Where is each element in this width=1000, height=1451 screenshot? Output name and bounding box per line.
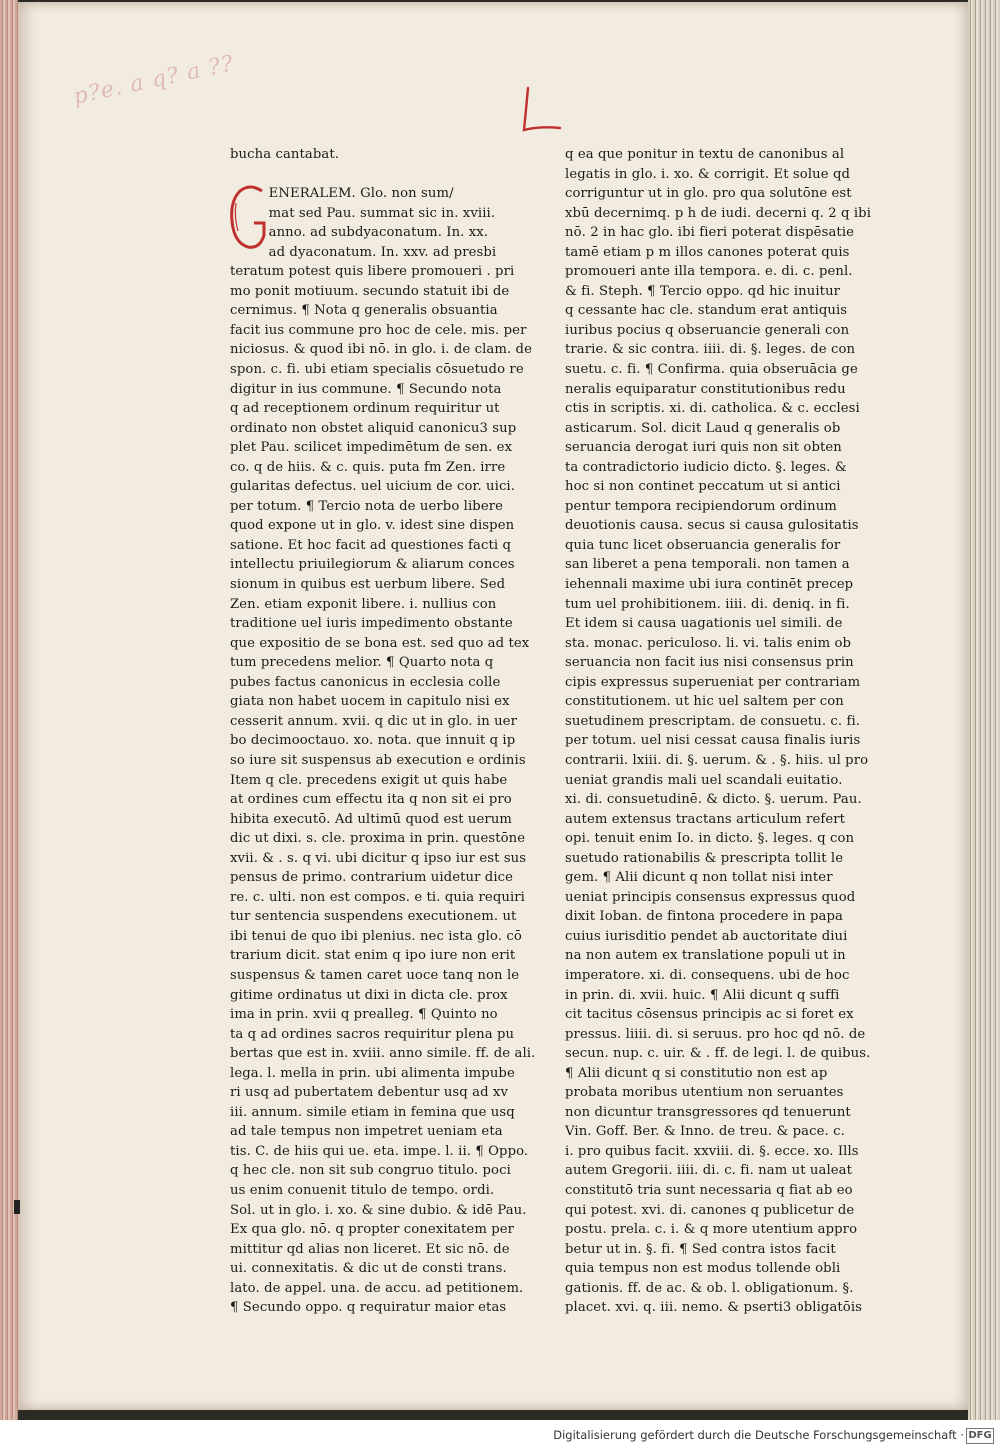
text-line: ima in prin. xvii q prealleg. ¶ Quinto no	[230, 1007, 498, 1023]
text-line: us enim conuenit titulo de tempo. ordi.	[230, 1182, 495, 1198]
page-edges-right	[968, 0, 1000, 1420]
dfg-logo-icon: DFG	[966, 1428, 994, 1444]
text-line: opi. tenuit enim Io. in dicto. §. leges. q con	[565, 831, 855, 847]
text-line: seruancia derogat iuri quis non sit obten	[565, 440, 842, 456]
text-line: ¶ Secundo oppo. q requiratur maior etas	[230, 1300, 507, 1316]
text-line: Vin. Goff. Ber. & Inno. de treu. & pace. c.	[565, 1124, 845, 1140]
text-line: cesserit annum. xvii. q dic ut in glo. in uer	[230, 713, 517, 729]
text-line: bo decimooctauo. xo. nota. que innuit q ip	[230, 733, 516, 749]
text-line: iuribus pocius q obseruancie generali con	[565, 322, 850, 338]
text-line: iehennali maxime ubi iura continēt precep	[565, 577, 854, 593]
text-line: spon. c. fi. ubi etiam specialis cōsuetudo re	[230, 362, 524, 378]
text-line: dic ut dixi. s. cle. proxima in prin. questōne	[230, 831, 526, 847]
text-line: suetudinem prescriptam. de consuetu. c. fi.	[565, 713, 861, 729]
text-line: neralis equiparatur constitutionibus redu	[565, 381, 846, 397]
text-line: ¶ Alii dicunt q si constitutio non est ap	[565, 1065, 828, 1081]
text-line: ad dyaconatum. In. xxv. ad presbi	[230, 244, 497, 260]
text-line: imperatore. xi. di. consequens. ubi de hoc	[565, 967, 850, 983]
text-line: xbū decernimq. p h de iudi. decerni q. 2 q ibi	[565, 205, 872, 221]
text-line: pressus. liiii. di. si seruus. pro hoc qd nō. de	[565, 1026, 866, 1042]
rubric-signature-mark	[510, 80, 570, 140]
text-line: lega. l. mella in prin. ubi alimenta impube	[230, 1065, 515, 1081]
text-line: Sol. ut in glo. i. xo. & sine dubio. & idē Pau.	[230, 1202, 527, 1218]
text-line: iii. annum. simile etiam in femina que usq	[230, 1104, 515, 1120]
text-line: sta. monac. periculoso. li. vi. talis enim ob	[565, 635, 852, 651]
text-line: anno. ad subdyaconatum. In. xx.	[230, 225, 489, 241]
text-line: constitutionem. ut hic uel saltem per con	[565, 694, 844, 710]
text-line: quia tunc licet obseruancia generalis for	[565, 537, 841, 553]
text-line: pentur tempora recipiendorum ordinum	[565, 498, 837, 514]
text-line: ri usq ad pubertatem debentur usq ad xv	[230, 1085, 509, 1101]
text-line: pensus de primo. contrarium uidetur dice	[230, 870, 514, 886]
text-line: ta contradictorio iudicio dicto. §. leges. &	[565, 459, 847, 475]
footer-bar	[0, 1420, 1000, 1451]
text-line: san liberet a pena temporali. non tamen a	[565, 557, 850, 573]
text-line: que expositio de se bona est. sed quo ad tex	[230, 635, 530, 651]
text-column-right	[565, 145, 872, 1318]
text-line: co. q de hiis. & c. quis. puta fm Zen. irre	[230, 459, 506, 475]
text-line: cit tacitus cōsensus principis ac si foret ex	[565, 1007, 854, 1023]
text-line: Ex qua glo. nō. q propter conexitatem per	[230, 1222, 515, 1238]
text-line: intellectu priuilegiorum & aliarum conces	[230, 557, 515, 573]
text-line: quod expone ut in glo. v. idest sine dispen	[230, 518, 515, 534]
text-line: seruancia non facit ius nisi consensus prin	[565, 655, 854, 671]
text-line: plet Pau. scilicet impedimētum de sen. ex	[230, 440, 513, 456]
text-line: contrarii. lxiii. di. §. uerum. & . §. hiis. ul pro	[565, 752, 869, 768]
text-line: q ad receptionem ordinum requiritur ut	[230, 401, 500, 417]
text-line: re. c. ulti. non est compos. e ti. quia requiri	[230, 889, 526, 905]
text-line: in prin. di. xvii. huic. ¶ Alii dicunt q suffi	[565, 987, 840, 1003]
text-line: probata moribus utentium non seruantes	[565, 1085, 844, 1101]
text-line: ueniat grandis mali uel scandali euitatio.	[565, 772, 843, 788]
text-line: ad tale tempus non impetret ueniam eta	[230, 1124, 503, 1140]
text-line: cuius iurisditio pendet ab auctoritate diui	[565, 928, 848, 944]
text-line: gationis. ff. de ac. & ob. l. obligationum. §.	[565, 1280, 854, 1296]
text-line: pubes factus canonicus in ecclesia colle	[230, 674, 501, 690]
text-line: gitime ordinatus ut dixi in dicta cle. prox	[230, 987, 508, 1003]
text-line: satione. Et hoc facit ad questiones facti q	[230, 537, 512, 553]
text-line: tis. C. de hiis qui ue. eta. impe. l. ii. ¶ Oppo.	[230, 1143, 529, 1159]
text-line: corriguntur ut in glo. pro qua solutōne est	[565, 186, 852, 202]
text-line: lato. de appel. una. de accu. ad petitionem.	[230, 1280, 524, 1296]
text-line: at ordines cum effectu ita q non sit ei pro	[230, 792, 512, 808]
text-column-left	[230, 145, 536, 1318]
text-line: mat sed Pau. summat sic in. xviii.	[230, 205, 496, 221]
text-line: secun. nup. c. uir. & . ff. de legi. l. de quibus.	[565, 1046, 871, 1062]
text-line: cipis expressus superueniat per contrariam	[565, 674, 861, 690]
text-line: asticarum. Sol. dicit Laud q generalis ob	[565, 420, 841, 436]
text-line: digitur in ius commune. ¶ Secundo nota	[230, 381, 502, 397]
text-line: sionum in quibus est uerbum libere. Sed	[230, 577, 506, 593]
text-line: ctis in scriptis. xi. di. catholica. & c. ecclesi	[565, 401, 860, 417]
text-line: betur ut in. §. fi. ¶ Sed contra istos facit	[565, 1241, 836, 1257]
text-line: xi. di. consuetudinē. & dicto. §. uerum. Pau.	[565, 792, 862, 808]
text-line: postu. prela. c. i. & q more utentium appro	[565, 1222, 858, 1238]
text-line: Et idem si causa uagationis uel simili. de	[565, 616, 843, 632]
text-line: facit ius commune pro hoc de cele. mis. per	[230, 322, 527, 338]
text-line: ordinato non obstet aliquid canonicu3 sup	[230, 420, 517, 436]
text-line: niciosus. & quod ibi nō. in glo. i. de clam. de	[230, 342, 532, 358]
text-line: legatis in glo. i. xo. & corrigit. Et solue qd	[565, 166, 851, 182]
text-line: traditione uel iuris impedimento obstante	[230, 616, 513, 632]
text-line: i. pro quibus facit. xxviii. di. §. ecce. xo. Ills	[565, 1143, 859, 1159]
text-line: deuotionis causa. secus si causa gulositatis	[565, 518, 859, 534]
text-line: tamē etiam p m illos canones poterat quis	[565, 244, 850, 260]
text-line: xvii. & . s. q vi. ubi dicitur q ipso iur est sus	[230, 850, 527, 866]
text-line: dixit Ioban. de fintona procedere in papa	[565, 909, 843, 925]
text-line: q hec cle. non sit sub congruo titulo. poci	[230, 1163, 511, 1179]
text-line: tum uel prohibitionem. iiii. di. deniq. in fi.	[565, 596, 850, 612]
text-line: nō. 2 in hac glo. ibi fieri poterat dispēsatie	[565, 225, 855, 241]
text-line: trarium dicit. stat enim q ipo iure non erit	[230, 948, 516, 964]
text-line: na non autem ex translatione populi ut in	[565, 948, 846, 964]
text-line: ueniat principis consensus expressus quod	[565, 889, 856, 905]
text-line: q cessante hac cle. standum erat antiquis	[565, 303, 848, 319]
text-line: qui potest. xvi. di. canones q publicetur de	[565, 1202, 855, 1218]
text-line: gularitas defectus. uel uicium de cor. uici.	[230, 479, 516, 495]
text-line: tum precedens melior. ¶ Quarto nota q	[230, 655, 494, 671]
text-line: trarie. & sic contra. iiii. di. §. leges. de con	[565, 342, 856, 358]
text-line: bucha cantabat.	[230, 147, 340, 162]
text-line: cernimus. ¶ Nota q generalis obsuantia	[230, 303, 498, 319]
text-line: promoueri ante illa tempora. e. di. c. penl.	[565, 264, 853, 280]
margin-annotation: p?e. a q? a ??	[71, 51, 237, 110]
text-line: ibi tenui de quo ibi plenius. nec ista glo. cō	[230, 928, 522, 944]
text-line	[230, 165, 530, 185]
text-line: mo ponit motiuum. secundo statuit ibi de	[230, 283, 510, 299]
text-line: non dicuntur transgressores qd tenuerunt	[565, 1104, 851, 1120]
text-line: ta q ad ordines sacros requiritur plena pu	[230, 1026, 515, 1042]
text-line: so iure sit suspensus ab execution e ordinis	[230, 752, 526, 768]
page-marker	[14, 1200, 20, 1214]
text-line: tur sentencia suspendens executionem. ut	[230, 909, 517, 925]
text-line: quia tempus non est modus tollende obli	[565, 1261, 841, 1277]
text-line: per totum. ¶ Tercio nota de uerbo libere	[230, 498, 504, 514]
text-line: autem extensus tractans articulum refert	[565, 811, 846, 827]
text-line: hibita executō. Ad ultimū quod est uerum	[230, 811, 513, 827]
text-line: suetu. c. fi. ¶ Confirma. quia obseruācia ge	[565, 362, 858, 378]
text-line: q ea que ponitur in textu de canonibus al	[565, 147, 845, 162]
text-line: gem. ¶ Alii dicunt q non tollat nisi inter	[565, 870, 833, 886]
text-line: suspensus & tamen caret uoce tanq non le	[230, 967, 520, 983]
text-line: bertas que est in. xviii. anno simile. ff. de ali.	[230, 1046, 536, 1062]
text-line: Zen. etiam exponit libere. i. nullius con	[230, 596, 497, 612]
text-line: giata non habet uocem in capitulo nisi ex	[230, 694, 510, 710]
text-line: & fi. Steph. ¶ Tercio oppo. qd hic inuitur	[565, 283, 841, 299]
text-line: suetudo rationabilis & prescripta tollit le	[565, 850, 844, 866]
text-line: mittitur qd alias non liceret. Et sic nō. de	[230, 1241, 510, 1257]
text-line: constitutō tria sunt necessaria q fiat ab eo	[565, 1182, 853, 1198]
text-line: ENERALEM. Glo. non sum/	[230, 186, 454, 202]
text-line: per totum. uel nisi cessat causa finalis iuris	[565, 733, 861, 749]
footer-credit: Digitalisierung gefördert durch die Deutsche Forschungsgemeinschaft ·	[553, 1428, 964, 1442]
text-line: placet. xvi. q. iii. nemo. & pserti3 obligatōis	[565, 1300, 863, 1316]
text-line: ui. connexitatis. & dic ut de consti trans.	[230, 1261, 507, 1277]
text-line: hoc si non continet peccatum ut si antici	[565, 479, 841, 495]
text-line: teratum potest quis libere promoueri . pri	[230, 264, 515, 280]
text-line: autem Gregorii. iiii. di. c. fi. nam ut ualeat	[565, 1163, 853, 1179]
text-line: Item q cle. precedens exigit ut quis habe	[230, 772, 508, 788]
